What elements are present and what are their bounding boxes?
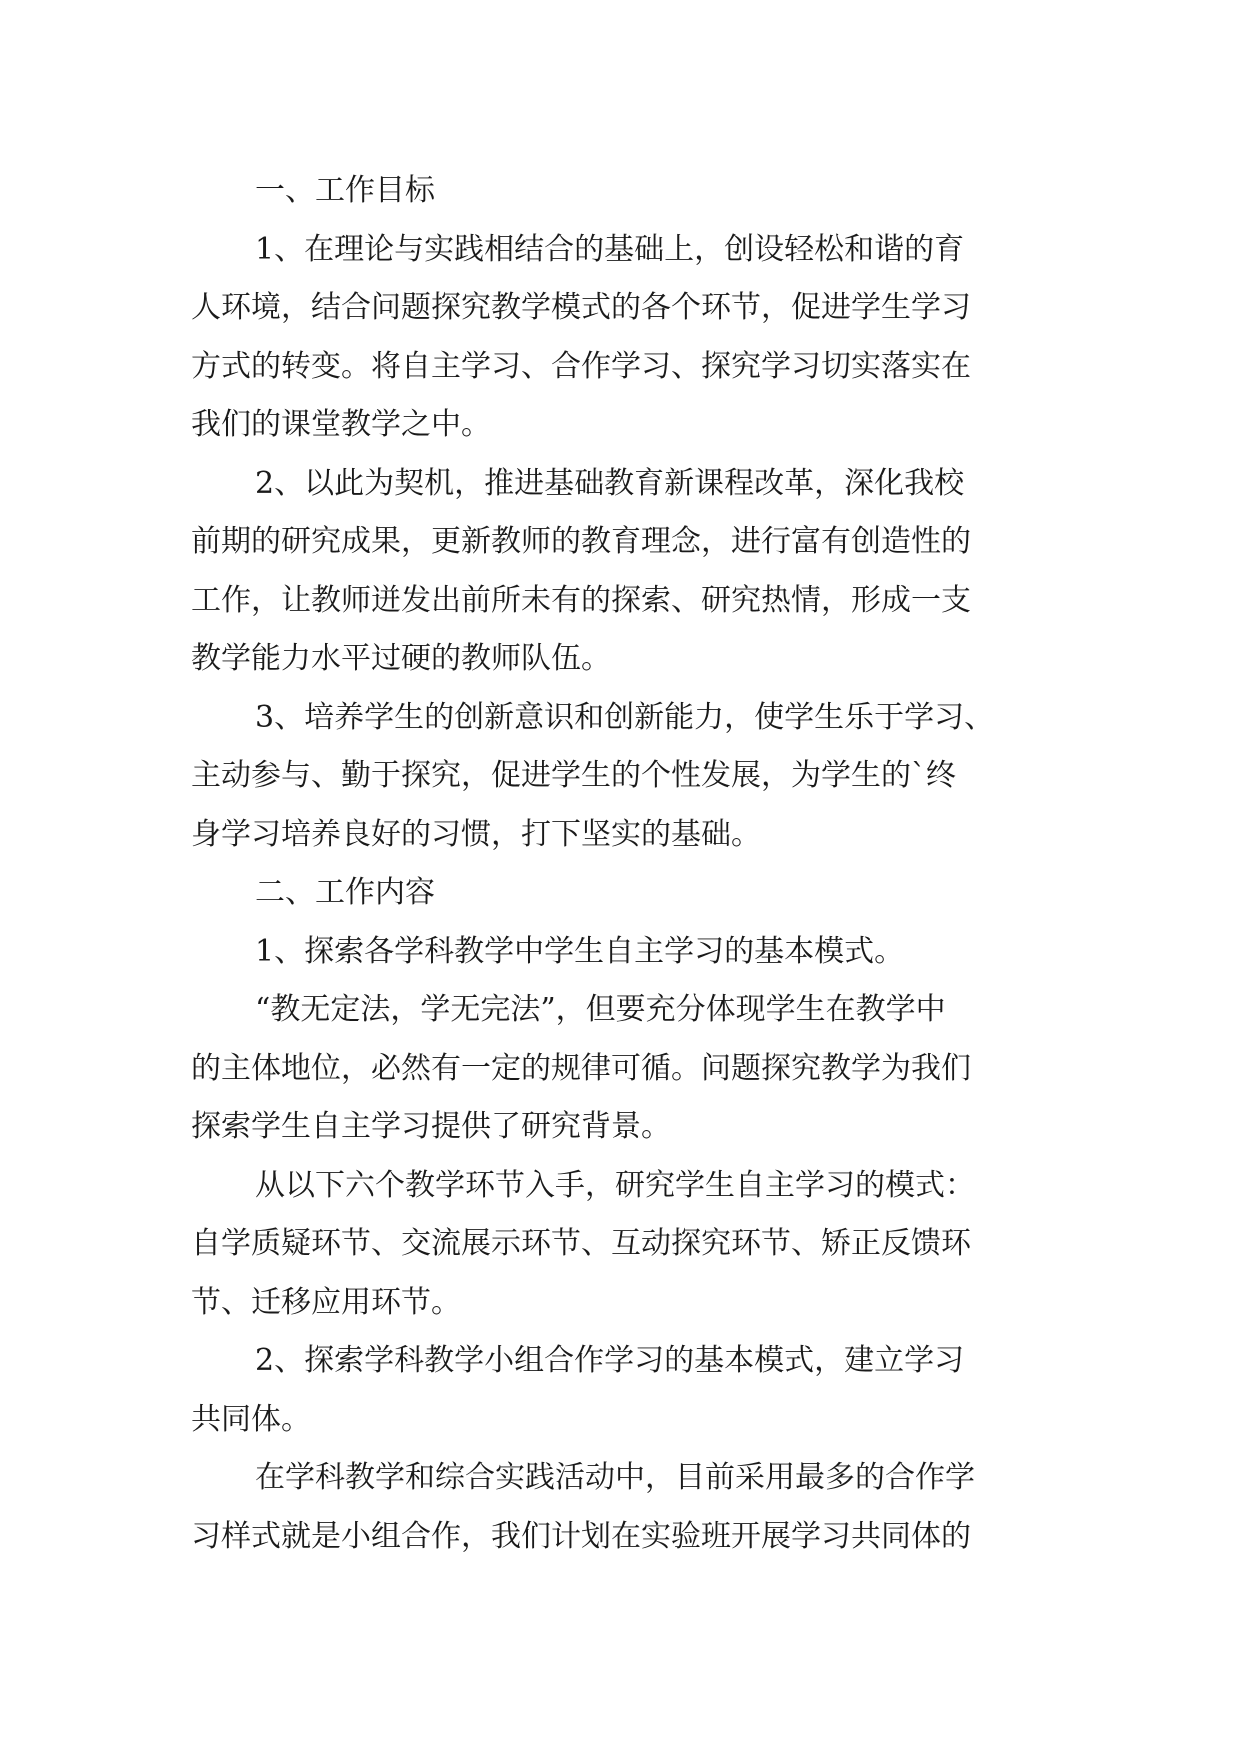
paragraph-line: 人环境，结合问题探究教学模式的各个环节，促进学生学习 <box>191 290 971 325</box>
paragraph-line: 1、探索各学科教学中学生自主学习的基本模式。 <box>255 933 905 969</box>
paragraph-line: 2、以此为契机，推进基础教育新课程改革，深化我校 <box>255 465 965 501</box>
paragraph-line: “教无定法，学无完法”，但要充分体现学生在教学中 <box>255 992 946 1027</box>
heading-line: 一、工作目标 <box>255 173 435 208</box>
paragraph-line: 在学科教学和综合实践活动中，目前采用最多的合作学 <box>255 1460 975 1495</box>
section-heading-work-content <box>191 864 1071 923</box>
heading-line: 二、工作内容 <box>255 875 435 910</box>
content-paragraph-group <box>191 1449 1071 1566</box>
goal-paragraph-1 <box>191 221 1071 455</box>
paragraph-line: 教学能力水平过硬的教师队伍。 <box>191 641 611 676</box>
paragraph-line: 前期的研究成果，更新教师的教育理念，进行富有创造性的 <box>191 524 971 559</box>
content-paragraph-1 <box>191 923 1071 982</box>
paragraph-line: 3、培养学生的创新意识和创新能力，使学生乐于学习、 <box>255 699 995 735</box>
paragraph-line: 的主体地位，必然有一定的规律可循。问题探究教学为我们 <box>191 1050 971 1086</box>
section-heading-work-goals <box>191 162 1071 221</box>
paragraph-line: 自学质疑环节、交流展示环节、互动探究环节、矫正反馈环 <box>191 1226 971 1261</box>
goal-paragraph-2 <box>191 455 1071 689</box>
paragraph-line: 1、在理论与实践相结合的基础上，创设轻松和谐的育 <box>255 231 965 267</box>
content-paragraph-quote <box>191 981 1071 1157</box>
paragraph-line: 习样式就是小组合作，我们计划在实验班开展学习共同体的 <box>191 1518 971 1554</box>
paragraph-line: 共同体。 <box>191 1401 311 1437</box>
paragraph-line: 节、迁移应用环节。 <box>191 1284 461 1320</box>
content-paragraph-2 <box>191 1332 1071 1449</box>
paragraph-line: 方式的转变。将自主学习、合作学习、探究学习切实落实在 <box>191 348 971 384</box>
document-body <box>191 162 1071 1566</box>
paragraph-line: 工作，让教师迸发出前所未有的探索、研究热情，形成一支 <box>191 582 971 618</box>
paragraph-line: 主动参与、勤于探究，促进学生的个性发展，为学生的`终 <box>191 758 956 793</box>
content-paragraph-six-steps <box>191 1157 1071 1333</box>
paragraph-line: 2、探索学科教学小组合作学习的基本模式，建立学习 <box>255 1343 965 1378</box>
paragraph-line: 从以下六个教学环节入手，研究学生自主学习的模式： <box>255 1167 975 1203</box>
goal-paragraph-3 <box>191 689 1071 865</box>
paragraph-line: 身学习培养良好的习惯，打下坚实的基础。 <box>191 816 761 852</box>
paragraph-line: 我们的课堂教学之中。 <box>191 407 491 442</box>
paragraph-line: 探索学生自主学习提供了研究背景。 <box>191 1109 671 1144</box>
